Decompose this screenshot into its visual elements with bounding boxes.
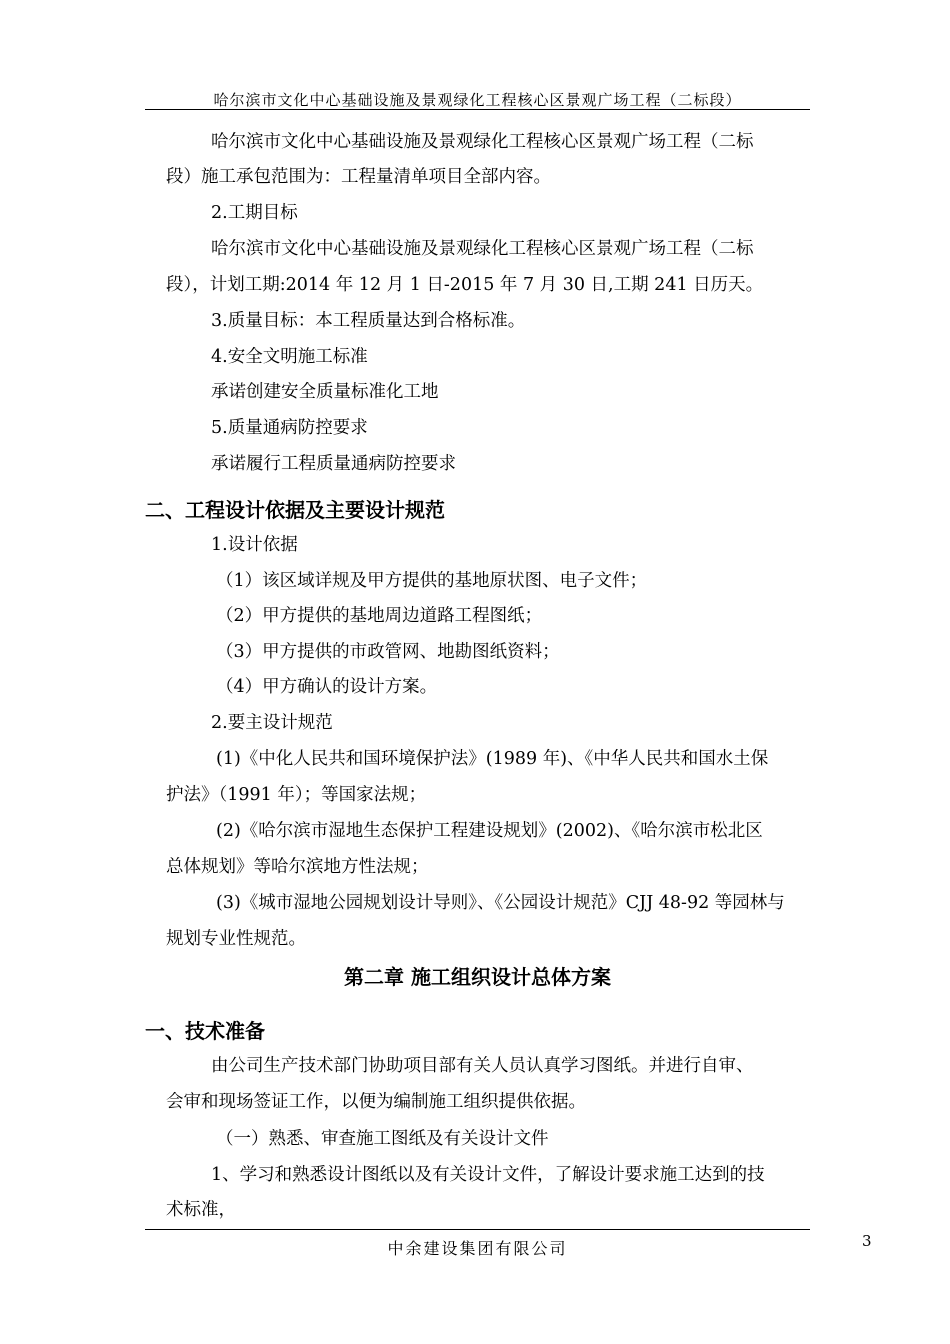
paragraph-line: 1、学习和熟悉设计图纸以及有关设计文件，了解设计要求施工达到的技: [211, 1165, 765, 1185]
chapter-title: 第二章 施工组织设计总体方案: [344, 965, 611, 989]
footer-divider: [145, 1229, 810, 1230]
header-divider: [145, 109, 810, 110]
list-item: （4）甲方确认的设计方案。: [216, 677, 438, 697]
subheading: 2.工期目标: [211, 203, 298, 223]
list-item: （3）甲方提供的市政管网、地勘图纸资料；: [216, 642, 560, 662]
paragraph-line: 由公司生产技术部门协助项目部有关人员认真学习图纸。并进行自审、: [211, 1056, 754, 1076]
paragraph-line: 哈尔滨市文化中心基础设施及景观绿化工程核心区景观广场工程（二标: [211, 132, 754, 152]
subheading: 5.质量通病防控要求: [211, 418, 368, 438]
list-item: （1）该区域详规及甲方提供的基地原状图、电子文件；: [216, 571, 648, 591]
paragraph-line: 哈尔滨市文化中心基础设施及景观绿化工程核心区景观广场工程（二标: [211, 239, 754, 259]
section-heading: 二、工程设计依据及主要设计规范: [145, 498, 445, 522]
subheading: （一）熟悉、审查施工图纸及有关设计文件: [216, 1129, 549, 1149]
paragraph-line: 术标准，: [166, 1200, 236, 1220]
subheading: 4.安全文明施工标准: [211, 347, 368, 367]
list-item: (2)《哈尔滨市湿地生态保护工程建设规划》(2002)、《哈尔滨市松北区: [216, 821, 763, 841]
running-header: 哈尔滨市文化中心基础设施及景观绿化工程核心区景观广场工程（二标段）: [213, 91, 742, 109]
footer-company: 中余建设集团有限公司: [387, 1239, 568, 1258]
subheading: 3.质量目标：本工程质量达到合格标准。: [211, 311, 526, 331]
list-item: （2）甲方提供的基地周边道路工程图纸；: [216, 606, 543, 626]
subheading: 1.设计依据: [211, 535, 298, 555]
section-heading: 一、技术准备: [145, 1019, 265, 1043]
paragraph-line: 段）施工承包范围为：工程量清单项目全部内容。: [166, 167, 551, 187]
list-item-continued: 护法》（1991 年）；等国家法规；: [166, 785, 427, 805]
list-item-continued: 总体规划》等哈尔滨地方性法规；: [166, 857, 429, 877]
paragraph-line: 段），计划工期:2014 年 12 月 1 日-2015 年 7 月 30 日,工期 241 日历天。: [166, 275, 764, 295]
list-item: (1)《中化人民共和国环境保护法》(1989 年)、《中华人民共和国水土保: [216, 749, 769, 769]
subheading: 2.要主设计规范: [211, 713, 333, 733]
paragraph-line: 会审和现场签证工作，以便为编制施工组织提供依据。: [166, 1092, 586, 1112]
page-number: 3: [862, 1232, 872, 1250]
paragraph-line: 承诺创建安全质量标准化工地: [211, 382, 439, 402]
list-item-continued: 规划专业性规范。: [166, 929, 306, 949]
list-item: (3)《城市湿地公园规划设计导则》、《公园设计规范》CJJ 48-92 等园林与: [216, 893, 785, 913]
paragraph-line: 承诺履行工程质量通病防控要求: [211, 454, 456, 474]
